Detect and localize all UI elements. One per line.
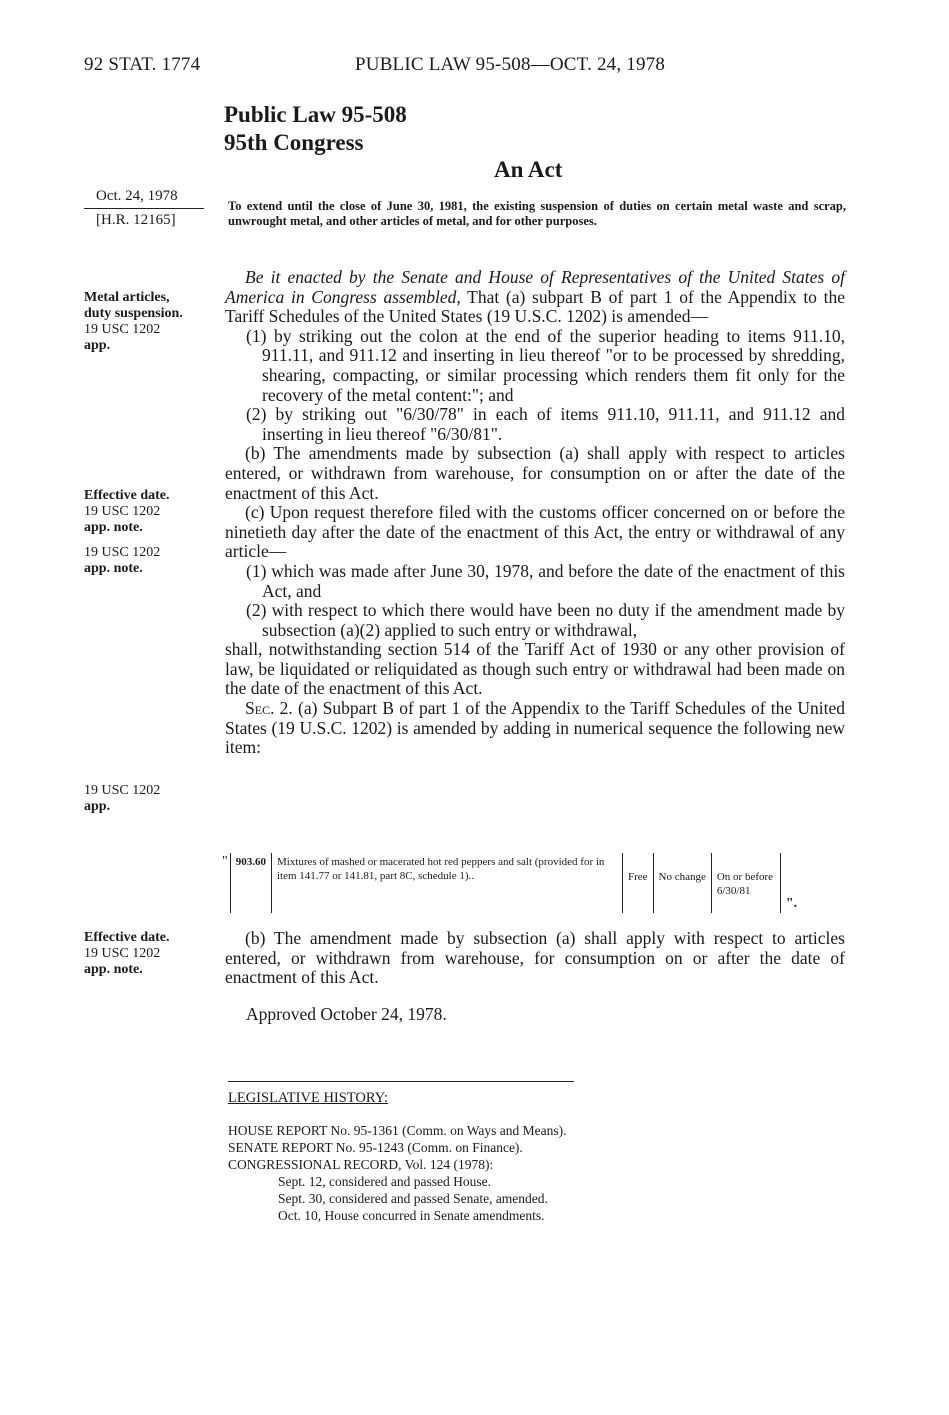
- margin-bill: [H.R. 12165]: [96, 212, 176, 228]
- approval-date: Approved October 24, 1978.: [246, 1004, 447, 1024]
- subsection-b: (b) The amendments made by subsection (a) shall apply with respect to articles entered, or withdrawn from warehouse, for consumption on or after the date of the enactment of this Act.: [225, 443, 845, 503]
- legislative-history-rule: [228, 1081, 574, 1082]
- page-number: 92 STAT. 1774: [84, 54, 201, 75]
- running-title: PUBLIC LAW 95-508—OCT. 24, 1978: [355, 54, 666, 75]
- congress-number: 95th Congress: [224, 130, 364, 155]
- subsection-c1: (1) which was made after June 30, 1978, and before the date of the enactment of this Act, and: [246, 560, 845, 601]
- schedule-close-quote: ".: [785, 896, 798, 911]
- schedule-item-number: 903.60: [230, 853, 271, 913]
- legislative-history: [228, 1122, 566, 1224]
- history-line: SENATE REPORT No. 95-1243 (Comm. on Finance).: [228, 1140, 523, 1155]
- tariff-schedule: [220, 853, 802, 913]
- enacting-clause: Be it enacted by the Senate and House of Representatives of the United States of America in Congress assembled, That (a) subpart B of part 1 of the Appendix to the Tariff Schedules of the United States (19 U.S.C. 1202) is amended—: [225, 267, 846, 327]
- history-line: CONGRESSIONAL RECORD, Vol. 124 (1978):: [228, 1157, 494, 1172]
- history-subline: Sept. 12, considered and passed House.: [278, 1174, 491, 1189]
- section-2a: Sec. 2. (a) Subpart B of part 1 of the Appendix to the Tariff Schedules of the United States (19 U.S.C. 1202) is amended by adding in numerical sequence the following new item:: [225, 698, 845, 758]
- legislative-history-heading: LEGISLATIVE HISTORY:: [228, 1090, 388, 1106]
- margin-note-usc-1: 19 USC 1202 app. note.: [84, 545, 161, 576]
- margin-note-effective-date-1: Effective date. 19 USC 1202 app. note.: [84, 488, 170, 535]
- act-body: [225, 268, 845, 758]
- schedule-col1: Free: [622, 853, 653, 913]
- margin-date: Oct. 24, 1978: [96, 188, 178, 204]
- subsection-c-tail: shall, notwithstanding section 514 of the Tariff Act of 1930 or any other provision of law, be liquidated or reliquidated as though such entry or withdrawal had been made on the date of the enactment of this Act.: [225, 639, 845, 699]
- subsection-a2: (2) by striking out "6/30/78" in each of items 911.10, 911.11, and 911.12 and inserting in lieu thereof "6/30/81".: [246, 404, 845, 444]
- schedule-description: Mixtures of mashed or macerated hot red peppers and salt (provided for in item 141.77 or 141.81, part 8C, schedule 1)..: [271, 853, 622, 913]
- margin-note-effective-date-2: Effective date. 19 USC 1202 app. note.: [84, 930, 170, 977]
- history-subline: Sept. 30, considered and passed Senate, amended.: [278, 1191, 548, 1206]
- subsection-c2: (2) with respect to which there would have been no duty if the amendment made by subsection (a)(2) applied to such entry or withdrawal,: [246, 600, 845, 640]
- schedule-open-quote: ": [222, 854, 228, 869]
- margin-rule: [84, 208, 204, 209]
- act-heading: An Act: [494, 157, 563, 182]
- margin-note-usc-2: 19 USC 1202 app.: [84, 783, 161, 814]
- history-subline: Oct. 10, House concurred in Senate amendments.: [278, 1208, 545, 1223]
- schedule-col2: No change: [653, 853, 711, 913]
- law-number: Public Law 95-508: [224, 102, 407, 127]
- subsection-a1: (1) by striking out the colon at the end of the superior heading to items 911.10, 911.11, and 911.12 and inserting in lieu thereof "or to be processed by shredding, shearing, compacting, or similar processing which renders them fit only for the recovery of the metal content:"; and: [246, 325, 845, 405]
- margin-note-metal-articles: Metal articles, duty suspension. 19 USC 1202 app.: [84, 290, 183, 353]
- history-line: HOUSE REPORT No. 95-1361 (Comm. on Ways and Means).: [228, 1123, 567, 1138]
- act-body-2: [225, 929, 845, 988]
- subsection-c: (c) Upon request therefore filed with the customs officer concerned on or before the ninetieth day after the date of the enactment of this Act, the entry or withdrawal of any article—: [225, 502, 845, 562]
- act-purpose: To extend until the close of June 30, 1981, the existing suspension of duties on certain metal waste and scrap, unwrought metal, and other articles of metal, and for other purposes.: [228, 199, 846, 228]
- schedule-col3: On or before 6/30/81: [711, 853, 780, 913]
- section-2b: (b) The amendment made by subsection (a) shall apply with respect to articles entered, or withdrawn from warehouse, for consumption on or after the date of enactment of this Act.: [225, 928, 845, 988]
